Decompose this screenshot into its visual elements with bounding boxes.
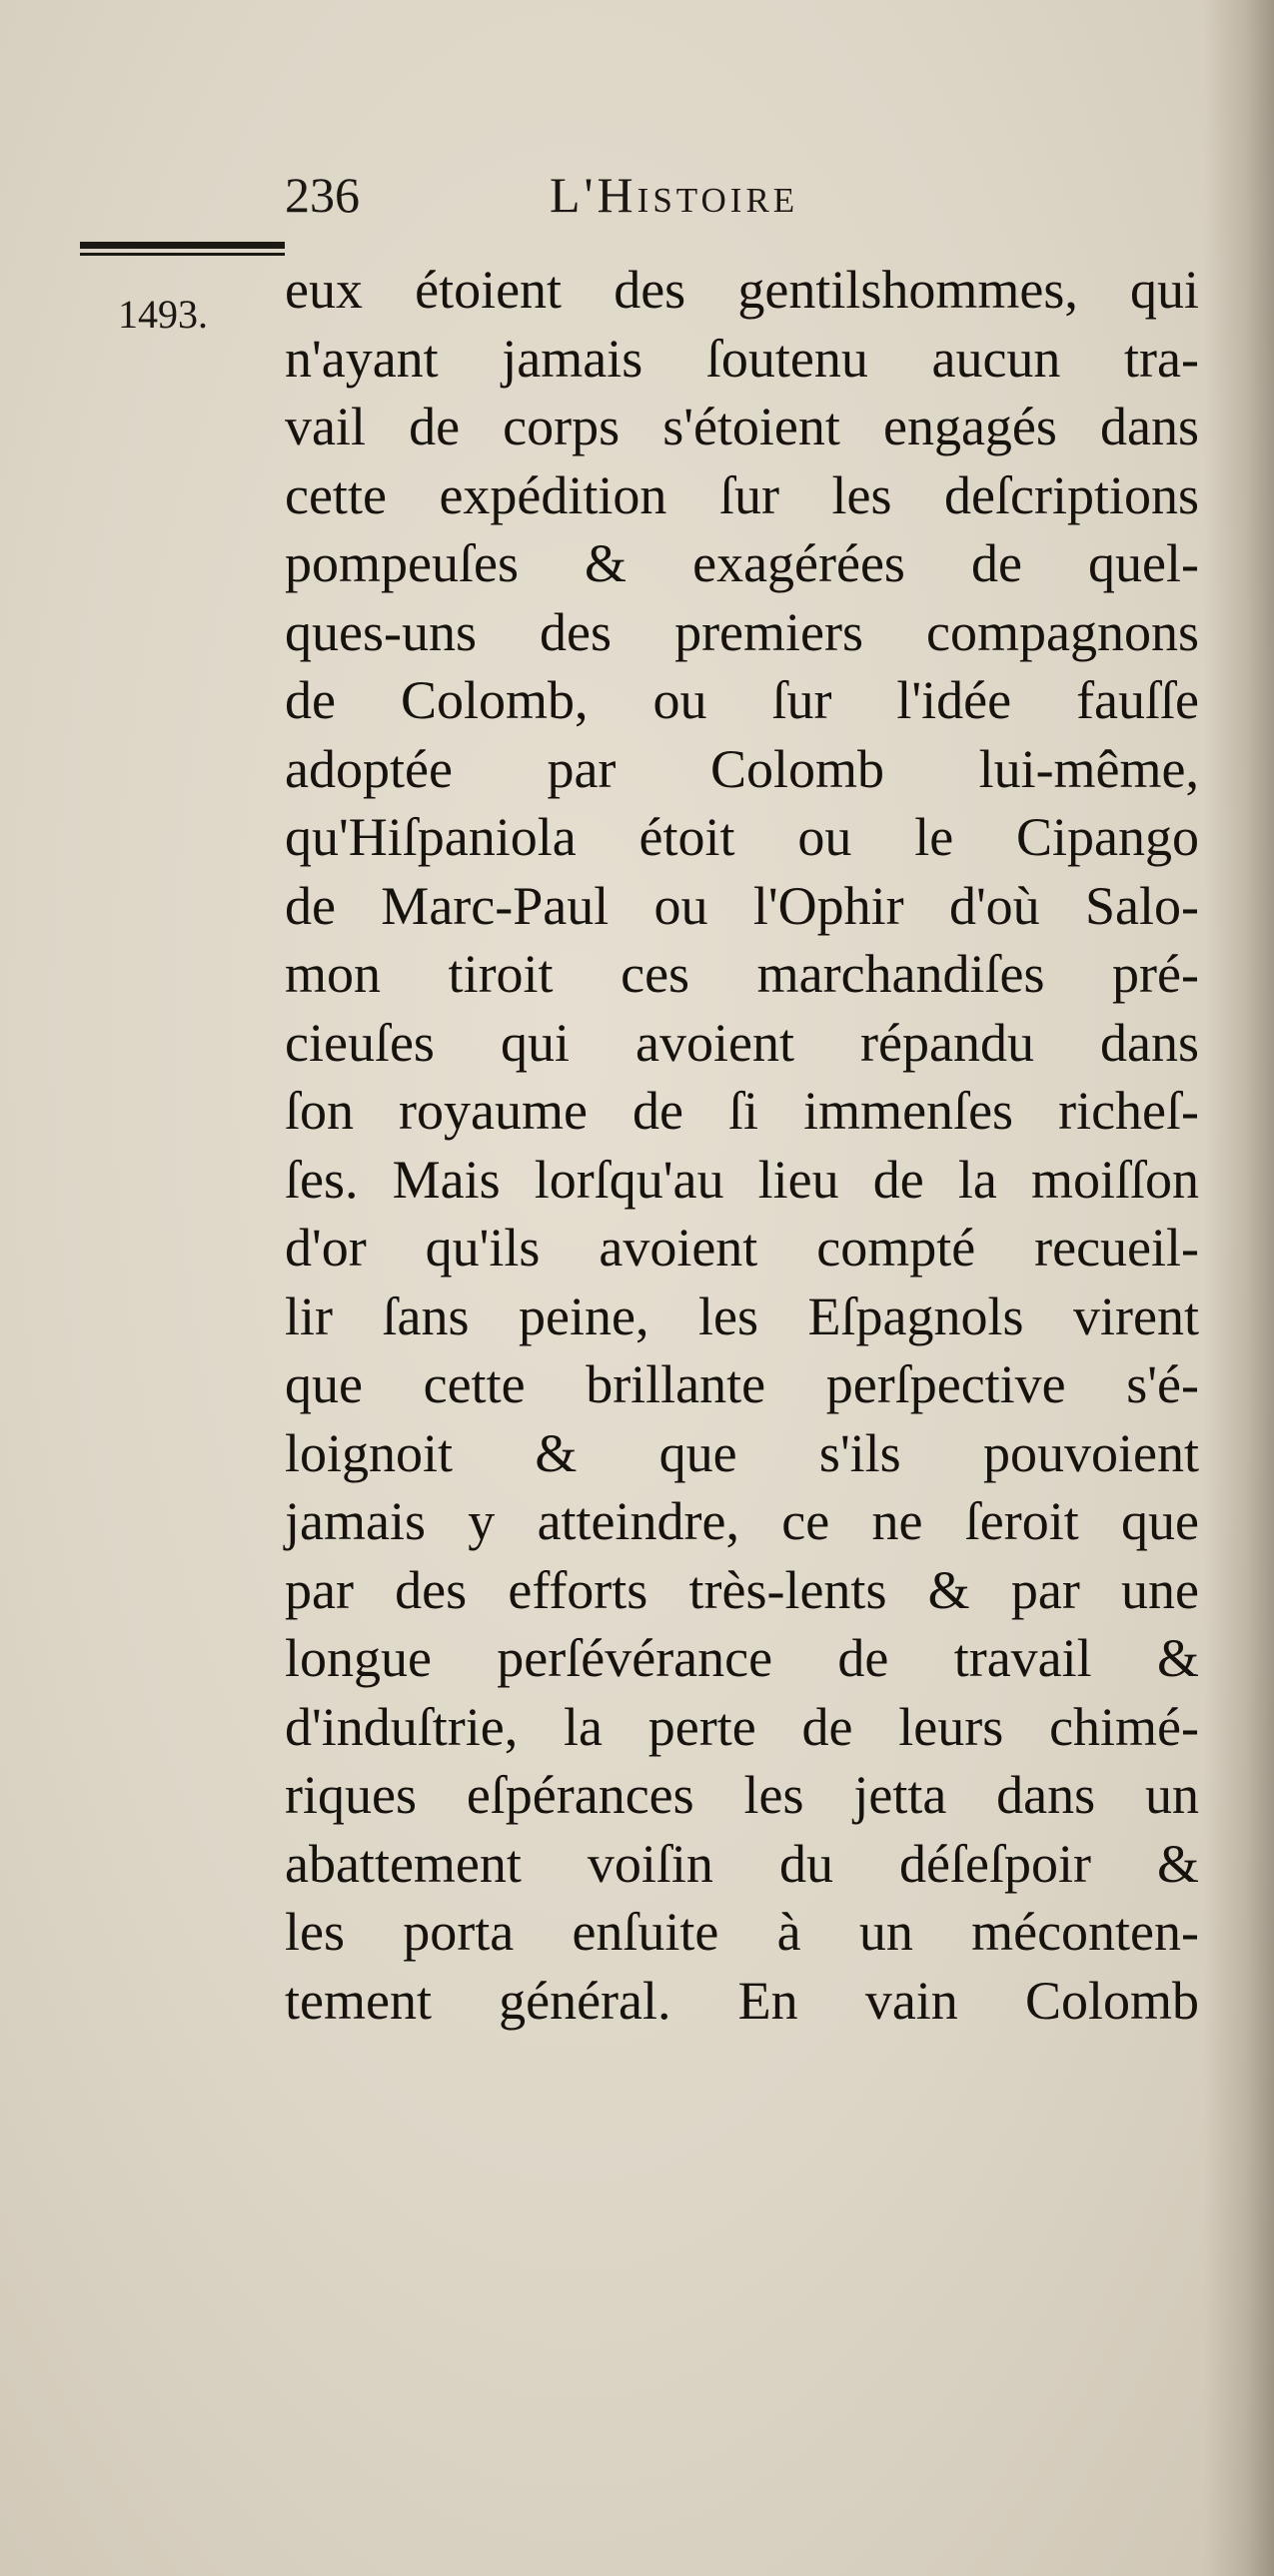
text-line: riques eſpérances les jetta dans un (285, 1765, 1199, 1825)
running-title: L'Histoire (550, 167, 799, 223)
text-line: tement général. En vain Colomb (285, 1970, 1199, 2031)
gutter-shadow (1204, 0, 1274, 2576)
text-line: les porta enſuite à un méconten- (285, 1902, 1199, 1962)
text-line: que cette brillante perſpective s'é- (285, 1354, 1199, 1414)
margin-year: 1493. (118, 292, 208, 337)
running-head (285, 165, 984, 225)
text-line: longue perſévérance de travail & (285, 1628, 1199, 1688)
text-line: d'or qu'ils avoient compté recueil- (285, 1218, 1199, 1278)
text-line: eux étoient des gentilshommes, qui (285, 260, 1199, 320)
text-line: loignoit & que s'ils pouvoient (285, 1422, 1199, 1483)
text-line: ſes. Mais lorſqu'au lieu de la moiſſon (285, 1149, 1199, 1210)
text-line: ques-uns des premiers compagnons (285, 601, 1199, 662)
text-line: pompeuſes & exagérées de quel- (285, 533, 1199, 593)
margin-rule-thin (80, 253, 285, 256)
margin-rule (80, 242, 285, 258)
text-line: lir ſans peine, les Eſpagnols virent (285, 1286, 1199, 1346)
text-line: n'ayant jamais ſoutenu aucun tra- (285, 328, 1199, 389)
page-number: 236 (285, 167, 360, 223)
text-line: vail de corps s'étoient engagés dans (285, 397, 1199, 456)
text-line: par des efforts très-lents & par une (285, 1559, 1199, 1620)
text-line: qu'Hiſpaniola étoit ou le Cipango (285, 807, 1199, 867)
text-line: d'induſtrie, la perte de leurs chimé- (285, 1696, 1199, 1757)
text-line: abattement voiſin du déſeſpoir & (285, 1833, 1199, 1894)
text-line: cieuſes qui avoient répandu dans (285, 1012, 1199, 1073)
text-line: cette expédition ſur les deſcriptions (285, 464, 1199, 525)
text-line: de Colomb, ou ſur l'idée fauſſe (285, 670, 1199, 730)
text-line: ſon royaume de ſi immenſes richeſ- (285, 1081, 1199, 1141)
text-line: jamais y atteindre, ce ne ſeroit que (285, 1491, 1199, 1551)
body-text (285, 256, 1199, 2035)
text-line: de Marc-Paul ou l'Ophir d'où Salo- (285, 875, 1199, 936)
margin-rule-thick (80, 242, 285, 249)
text-line: mon tiroit ces marchandiſes pré- (285, 944, 1199, 1004)
text-line: adoptée par Colomb lui-même, (285, 738, 1199, 799)
